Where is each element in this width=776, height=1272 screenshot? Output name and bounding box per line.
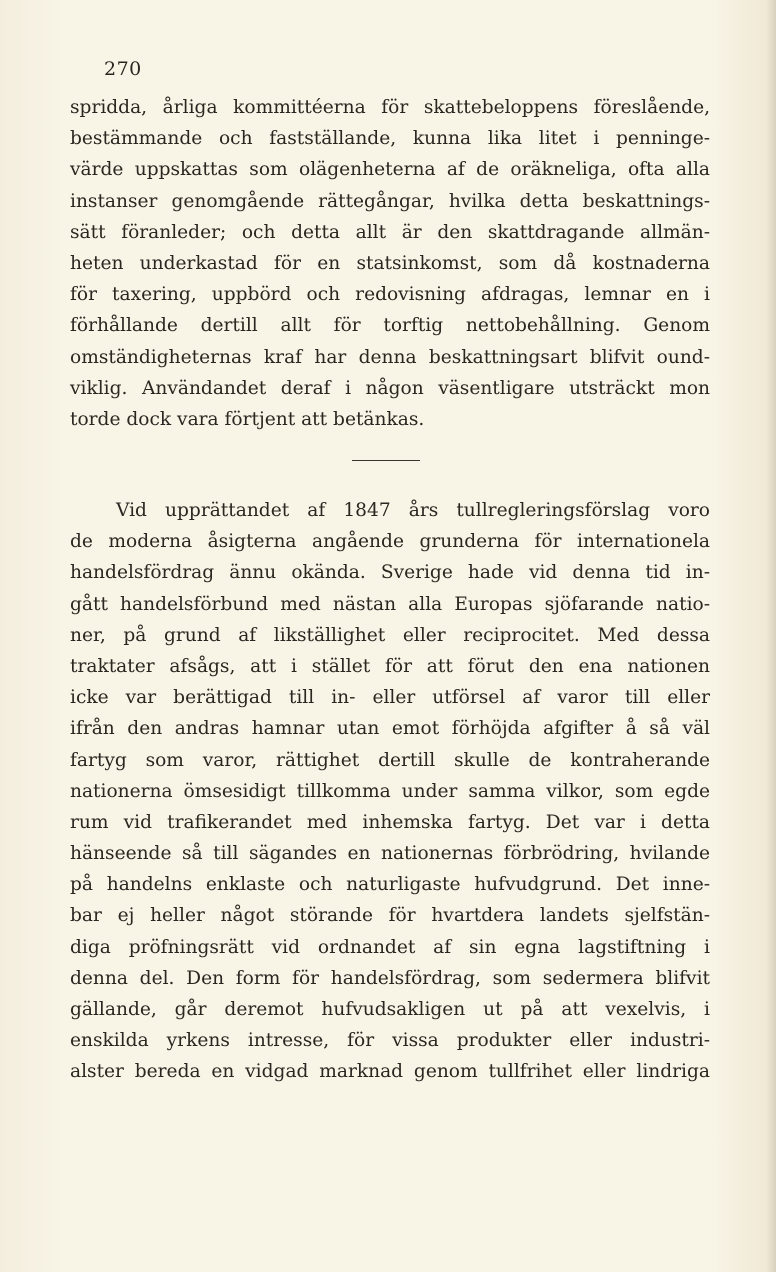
text-line: bar ej heller något störande för hvartdera landets sjelfstän- (70, 905, 710, 927)
text-line: diga pröfningsrätt vid ordnandet af sin egna lagstiftning i (70, 936, 710, 958)
text-line: denna del. Den form för handelsfördrag, som sedermera blifvit (70, 967, 710, 989)
text-line: gått handelsförbund med nästan alla Europas sjöfarande natio- (70, 593, 710, 615)
text-line: de moderna åsigterna angående grunderna för internationela (70, 531, 710, 553)
text-line: värde uppskattas som olägenheterna af de oräkneliga, ofta alla (70, 159, 710, 181)
text-line: ner, på grund af likställighet eller reciprocitet. Med dessa (70, 624, 710, 646)
text-line: för taxering, uppbörd och redovisning afdragas, lemnar en i (70, 284, 710, 306)
text-line: ifrån den andras hamnar utan emot förhöjda afgifter å så väl (70, 718, 710, 740)
text-line: hänseende så till sägandes en nationernas förbrödring, hvilande (70, 843, 710, 865)
text-line: på handelns enklaste och naturligaste hufvudgrund. Det inne- (70, 874, 710, 896)
text-line: Vid upprättandet af 1847 års tullregleringsförslag voro (116, 500, 710, 521)
text-line: instanser genomgående rättegångar, hvilka detta beskattnings- (70, 190, 710, 212)
text-line: viklig. Användandet deraf i någon väsentligare utsträckt mon (70, 377, 710, 399)
text-line: spridda, årliga kommittéerna för skattebeloppens föreslående, (70, 97, 710, 118)
text-line: omständigheternas kraf har denna beskattningsart blifvit ound- (70, 346, 710, 368)
paragraph-1 (70, 92, 710, 435)
text-line: gällande, går deremot hufvudsakligen ut på att vexelvis, i (70, 999, 710, 1020)
text-line: bestämmande och fastställande, kunna lika litet i penninge- (70, 128, 710, 150)
text-line: fartyg som varor, rättighet dertill skulle de kontraherande (70, 749, 710, 771)
text-line: traktater afsågs, att i stället för att förut den ena nationen (70, 655, 710, 677)
text-line: heten underkastad för en statsinkomst, som då kostnaderna (70, 252, 710, 274)
text-line: förhållande dertill allt för torftig nettobehållning. Genom (70, 315, 710, 337)
text-line: handelsfördrag ännu okända. Sverige hade vid denna tid in- (70, 562, 710, 584)
text-line: icke var berättigad till in- eller utförsel af varor till eller (70, 687, 710, 709)
paragraph-2 (70, 495, 710, 1088)
text-line: alster bereda en vidgad marknad genom tullfrihet eller lindriga (70, 1061, 710, 1083)
text-line: nationerna ömsesidigt tillkomma under samma vilkor, som egde (70, 780, 710, 802)
page-number: 270 (104, 58, 142, 80)
page-edge-shadow (766, 0, 776, 1272)
text-line: rum vid trafikerandet med inhemska fartyg. Det var i detta (70, 811, 710, 833)
text-line: torde dock vara förtjent att betänkas. (70, 408, 425, 430)
text-line: sätt föranleder; och detta allt är den skattdragande allmän- (70, 221, 710, 243)
section-divider (352, 460, 420, 461)
text-line: enskilda yrkens intresse, för vissa produkter eller industri- (70, 1030, 710, 1052)
